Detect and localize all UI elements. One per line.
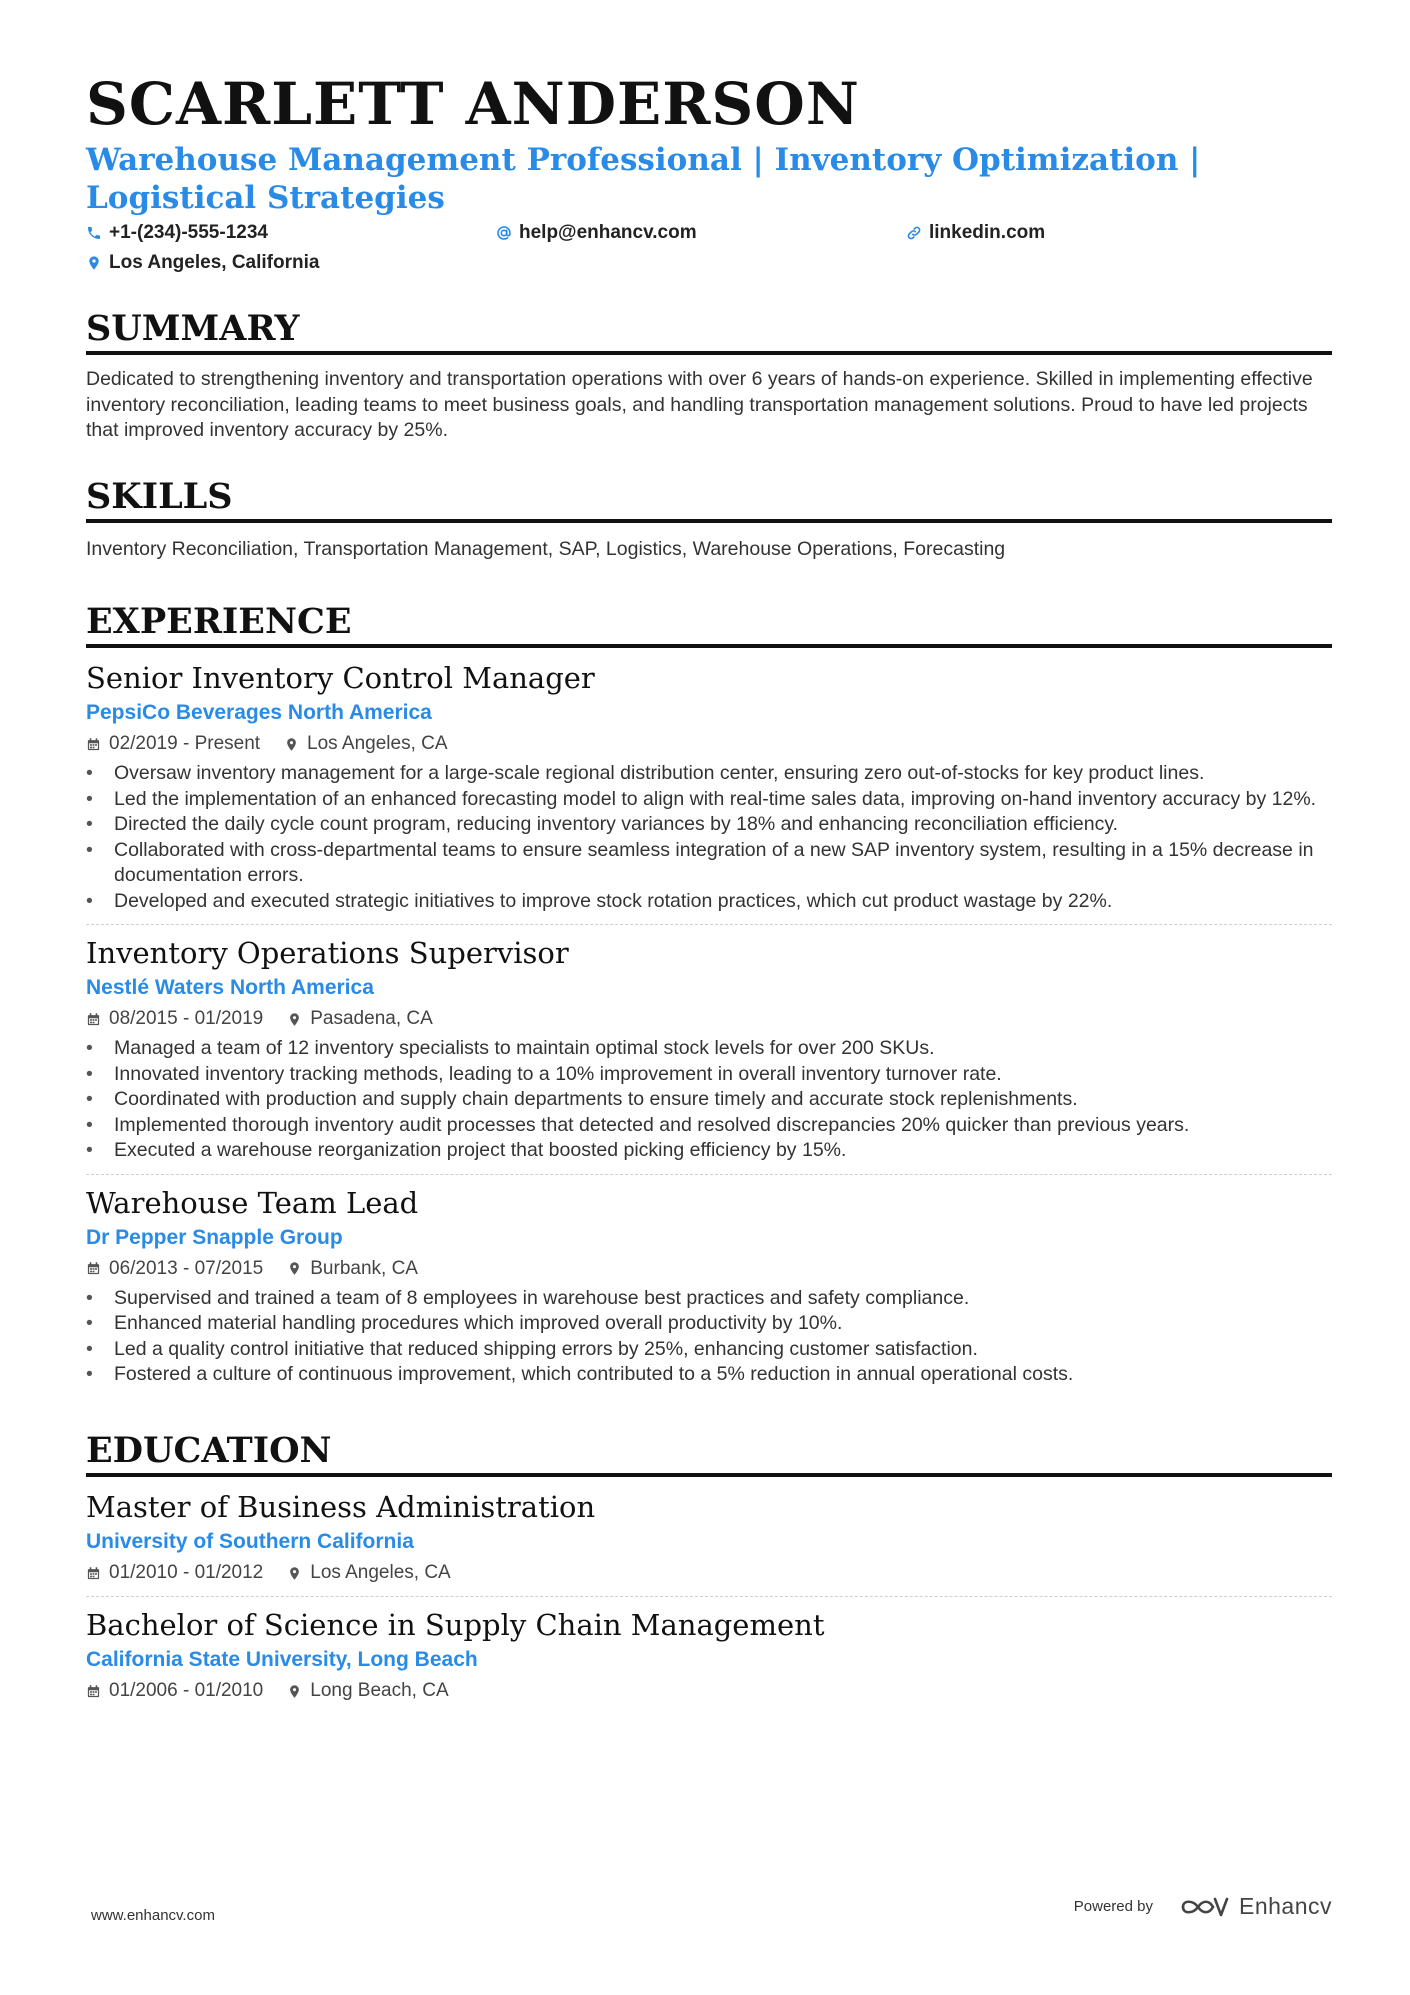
location-pin-icon (287, 1566, 302, 1581)
education-meta (86, 1560, 1332, 1586)
job-title: Senior Inventory Control Manager (86, 661, 595, 696)
education-entry (86, 1489, 1332, 1596)
experience-section (86, 600, 1332, 1398)
education-location-text: Long Beach, CA (310, 1680, 449, 1702)
company-name: Nestlé Waters North America (86, 976, 374, 1000)
degree-title: Master of Business Administration (86, 1490, 596, 1525)
bullet-item: • Collaborated with cross-departmental teams to ensure seamless integration of a new SAP inventory system, resulting in a 15% decrease in documentation errors. (86, 838, 1332, 889)
job-bullets (86, 1036, 1332, 1164)
job-meta (86, 1256, 1332, 1282)
bullet-item: • Developed and executed strategic initiatives to improve stock rotation practices, which cut product wastage by 22%. (86, 889, 1332, 915)
location-text: Los Angeles, California (109, 251, 320, 273)
education-location (287, 1560, 450, 1586)
summary-title: SUMMARY (86, 310, 1332, 356)
bullet-item: • Coordinated with production and supply chain departments to ensure timely and accurate stock replenishments. (86, 1087, 1332, 1113)
job-meta (86, 731, 1332, 757)
skills-title: SKILLS (86, 478, 1332, 524)
degree-title: Bachelor of Science in Supply Chain Management (86, 1608, 825, 1643)
phone-text: +1-(234)-555-1234 (109, 221, 268, 243)
job-location (287, 1256, 418, 1282)
bullet-item: • Innovated inventory tracking methods, leading to a 10% improvement in overall inventory turnover rate. (86, 1062, 1332, 1088)
job-bullets (86, 1286, 1332, 1388)
company-name: PepsiCo Beverages North America (86, 701, 432, 725)
enhancv-logo-icon (1179, 1894, 1229, 1920)
linkedin-link[interactable]: linkedin.com (929, 221, 1046, 243)
education-section (86, 1429, 1332, 1715)
summary-text: Dedicated to strengthening inventory and transportation operations with over 6 years of hands-on experience. Skilled in implementing effective inventory reconciliation, leading teams to meet business goals, and handling transportation management solutions. Proud to have led projects that improved inventory accuracy by 25%. (86, 368, 1313, 442)
bullet-item: • Led the implementation of an enhanced forecasting model to align with real-time sales data, improving on-hand inventory accuracy by 12%. (86, 787, 1332, 813)
phone-icon (86, 225, 102, 241)
experience-title: EXPERIENCE (86, 603, 1332, 649)
email-link[interactable]: help@enhancv.com (519, 221, 697, 243)
contact-location (86, 250, 496, 276)
experience-entry (86, 660, 1332, 924)
calendar-icon (86, 1684, 101, 1699)
calendar-icon (86, 1012, 101, 1027)
job-location-text: Burbank, CA (310, 1257, 418, 1279)
skills-text: Inventory Reconciliation, Transportation Management, SAP, Logistics, Warehouse Operations, Forecasting (86, 538, 1006, 561)
bullet-item: • Executed a warehouse reorganization project that boosted picking efficiency by 15%. (86, 1138, 1332, 1164)
job-title: Warehouse Team Lead (86, 1185, 419, 1220)
job-location (287, 1006, 433, 1032)
education-location-text: Los Angeles, CA (310, 1562, 451, 1584)
location-pin-icon (287, 1684, 302, 1699)
summary-section (86, 307, 1332, 444)
headline: Warehouse Management Professional | Inventory Optimization | Logistical Strategies (86, 141, 1201, 216)
link-icon (906, 225, 922, 241)
school-name: California State University, Long Beach (86, 1648, 478, 1672)
job-title: Inventory Operations Supervisor (86, 936, 569, 971)
bullet-item: • Led a quality control initiative that reduced shipping errors by 25%, enhancing customer satisfaction. (86, 1337, 1332, 1363)
bullet-item: • Directed the daily cycle count program, reducing inventory variances by 18% and enhancing reconciliation efficiency. (86, 812, 1332, 838)
location-pin-icon (284, 737, 299, 752)
at-icon (496, 225, 512, 241)
experience-entry (86, 1174, 1332, 1398)
contact-email[interactable] (496, 220, 906, 246)
resume-page (86, 70, 1332, 1714)
school-name: University of Southern California (86, 1530, 414, 1554)
job-location-text: Pasadena, CA (310, 1008, 433, 1030)
job-dates: 02/2019 - Present (109, 733, 261, 755)
calendar-icon (86, 1566, 101, 1581)
bullet-item: • Enhanced material handling procedures which improved overall productivity by 10%. (86, 1311, 1332, 1337)
calendar-icon (86, 1261, 101, 1276)
brand-name: Enhancv (1238, 1893, 1332, 1919)
location-pin-icon (86, 255, 102, 271)
bullet-item: • Implemented thorough inventory audit processes that detected and resolved discrepancies 20% quicker than previous years. (86, 1113, 1332, 1139)
bullet-item: • Fostered a culture of continuous improvement, which contributed to a 5% reduction in annual operational costs. (86, 1362, 1332, 1388)
job-dates: 06/2013 - 07/2015 (109, 1257, 264, 1279)
candidate-name: SCARLETT ANDERSON (86, 70, 860, 138)
job-location (284, 731, 447, 757)
skills-section (86, 475, 1332, 563)
education-entry (86, 1596, 1332, 1714)
job-meta (86, 1006, 1332, 1032)
location-pin-icon (287, 1261, 302, 1276)
education-title: EDUCATION (86, 1432, 1332, 1478)
contact-linkedin[interactable] (906, 220, 1316, 246)
job-dates: 08/2015 - 01/2019 (109, 1008, 264, 1030)
education-location (287, 1678, 448, 1704)
footer-branding (1074, 1893, 1332, 1920)
contact-info (86, 220, 1332, 276)
job-bullets (86, 761, 1332, 914)
bullet-item: • Oversaw inventory management for a large-scale regional distribution center, ensuring zero out-of-stocks for key product lines. (86, 761, 1332, 787)
job-location-text: Los Angeles, CA (307, 733, 448, 755)
experience-entry (86, 924, 1332, 1174)
education-dates: 01/2010 - 01/2012 (109, 1562, 264, 1584)
bullet-item: • Supervised and trained a team of 8 employees in warehouse best practices and safety compliance. (86, 1286, 1332, 1312)
bullet-item: • Managed a team of 12 inventory specialists to maintain optimal stock levels for over 200 SKUs. (86, 1036, 1332, 1062)
calendar-icon (86, 737, 101, 752)
company-name: Dr Pepper Snapple Group (86, 1225, 343, 1249)
education-meta (86, 1678, 1332, 1704)
footer-website[interactable]: www.enhancv.com (91, 1907, 215, 1924)
powered-by-label: Powered by (1073, 1898, 1153, 1915)
contact-phone (86, 220, 496, 246)
location-pin-icon (287, 1012, 302, 1027)
education-dates: 01/2006 - 01/2010 (109, 1680, 264, 1702)
